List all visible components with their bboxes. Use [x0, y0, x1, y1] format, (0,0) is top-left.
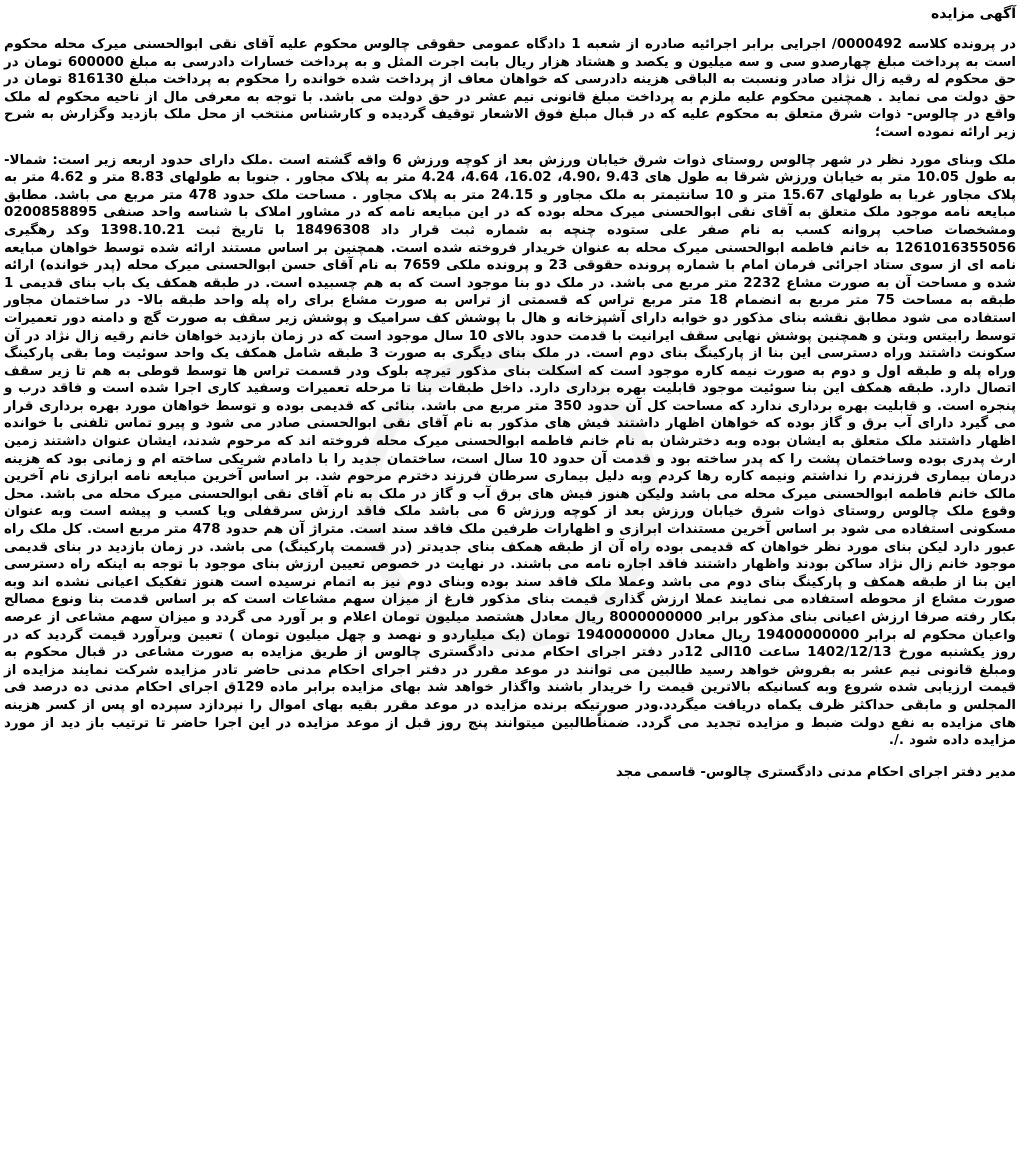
auction-notice	[4, 4, 1016, 782]
notice-title: آگهی مزایده	[930, 6, 1016, 22]
signature-line: مدیر دفتر اجرای احکام مدنی دادگستری چالوس- قاسمی مجد	[615, 764, 1016, 780]
property-description-paragraph: ملک وبنای مورد نظر در شهر چالوس روستای ذوات شرق خیابان ورزش بعد از کوچه ورزش 6 واقه گشته است .ملک دارای حدود اربعه زیر است: شمالا- به طول 10.05 متر به خیابان ورزش شرقا به طول های 9.43 ،4.90، 16.02، 4.64، 4.24 متر به پلاک مجاور . جنوبا به طولهای 8.83 متر و 4.62 متر به پلاک مجاور غربا به طولهای 15.67 متر و 10 سانتیمتر به ملک مجاور و 24.15 متر به پلاک مجاور . مساحت ملک حدود 478 متر مربع می باشد. مطابق مبایعه نامه موجود ملک متعلق به آقای نقی ابوالحسنی میرک محله بوده که در این مبایعه نامه که در مشاور املاک با شناسه واحد صنفی 0200858895 ومشخصات صاحب پروانه کسب به نام صفر علی ستوده چنچه به شماره ثبت قرار داد 18496308 با تاریخ ثبت 1398.10.21 وکد رهگیری 1261016355056 به خانم فاطمه ابوالحسنی میرک محله به عنوان خریدار فروخته شده است. همچنین بر اساس مستند ارائه شده توسط خواهان مبایعه نامه ای از سوی ستاد اجرائی فرمان امام با شماره پرونده حقوقی 23 و پرونده ملکی 7659 به نام آقای حسن ابوالحسنی میرک محله (پدر خوانده) ارائه شده و مساحت آن به صورت مشاع 2232 متر مربع می باشد. در ملک دو بنا موجود است که به هم چسبیده است. در طبقه همکف یک باب بنای قدیمی 1 طبقه به مساحت 75 متر مربع به انضمام 18 متر مربع تراس که قسمتی از تراس به صورت مشاع برای راه پله واحد طبقه بالا- در ساختمان مجاور استفاده می شود مطابق نقشه بنای مذکور دو خوابه دارای آشپزخانه و هال با پوشش کف سرامیک و پوشش زیر سقف به صورت گچ و دامنه دور تعمیرات توسط رابیتس وبتن و همچنین پوشش نهایی سقف ایرانیت با قدمت حدود بالای 10 سال موجود است که در زمان بازدید خواهان خانم رقیه زال نژاد در آن سکونت داشتند وراه دسترسی این بنا از پارکینگ بنای دوم است. در ملک بنای دیگری به صورت 3 طبقه شامل همکف یک واحد سوئیت وما بقی پارکینگ وراه پله و طبقه اول و دوم به صورت نیمه کاره موجود است که اسکلت بنای مذکور تیرچه بلوک ودر قسمت تراس ها توسط قوطی به هم تا زیر سقف اتصال دارد. طبقه همکف این بنا سوئیت موجود قابلیت بهره برداری دارد. داخل طبقات بنا تا مرحله تعمیرات وسفید کاری اجرا شده است و فاقد درب و پنجره است. و قابلیت بهره برداری ندارد که مساحت کل آن حدود 350 متر مربع می باشد. بنائی که قدیمی بوده و توسط خواهان مورد بهره برداری قرار می گیرد دارای آب برق و گاز بوده که خواهان اظهار داشتند فیش های مذکور به نام آقای نقی ابوالحسنی صادر می شود و پیرو تماس تلفنی با خوانده اظهار داشتند ملک متعلق به ایشان بوده وبه دخترشان به نام خانم فاطمه ابوالحسنی میرک محله فروخته اند که مرحوم شدند، ایشان عنوان داشتند زمین ارث پدری بوده وساختمان پشت را که پدر ساخته بود و قدمت آن حدود 10 سال است، ساختمان جدید را با دامادم شریکی ساخته ام و زمانی بود که هزینه درمان بیماری فرزندم را نداشتم ونیمه کاره رها کردم وبه دلیل بیماری سرطان فرزند دخترم مرحوم شد. بر اساس آخرین مبایعه نامه ابرازی نام آخرین مالک خانم فاطمه ابوالحسنی میرک محله می باشد ولیکن هنوز فیش های برق آب و گاز در ملک به نام آقای نقی ابوالحسنی میرک محله می باشد. محل وقوع ملک چالوس روستای ذوات شرق خیابان ورزش بعد از کوچه ورزش 6 می باشد ملک فاقد ارزش سرقفلی ویا کسب و پیشه است وبه عنوان مسکونی استفاده می شود بر اساس آخرین مستندات ابرازی و اظهارات طرفین ملک فاقد سند است. متراژ آن هم حدود 478 متر مربع است. کل ملک راه عبور دارد لیکن بنای مورد نظر خواهان که قدیمی بوده راه آن از طبقه همکف بنای جدیدتر (در قسمت پارکینگ) می باشد. در زمان بازدید در بنای قدیمی موجود خانم زال نژاد ساکن بودند واظهار داشتند فاقد اجاره نامه می باشند. در نهایت در خصوص تعیین ارزش بنای موجود با توجه به اینکه راه دسترسی این بنا از طبقه همکف و پارکینگ بنای دوم می باشد وعملا ملک فاقد سند بوده وبنای دوم نیز به اتمام نرسیده است هنوز تفکیک اعیانی نشده اند وبه صورت مشاع از محوطه استفاده می نمایند عملا ارزش گذاری قیمت بنای مذکور فارغ از میزان سهم مشاعات است که بر اساس قدمت بنا ونوع مصالح بکار رفته صرفا ارزش اعیانی بنای مذکور برابر 8000000000 ریال معادل هشتصد میلیون تومان اعلام و بر آورد می گردد و میزان سهم مشاعی از عرصه واعیان محکوم له برابر 19400000000 ریال معادل 1940000000 تومان (یک میلیاردو و نهصد و چهل میلیون تومان ) تعیین وبرآورد قیمت گردید که در روز یکشنبه مورخ 1402/12/13 ساعت 10الی 12در دفتر اجرای احکام مدنی دادگستری چالوس از طریق مزایده به صورت مشاعی در قبال محکوم به ومبلغ قانونی نیم عشر به بفروش خواهد رسید طالبین می توانند در موعد مقرر در دفتر اجرای احکام مدنی حاضر تادر مزایده شرکت نمایند مزایده از قیمت ارزیابی شده شروع وبه کسانیکه بالاترین قیمت را خریدار باشند واگذار خواهد شد بهای مزایده برابر ماده 129ق اجرای احکام مدنی ده درصد فی المجلس و مابقی حداکثر ظرف یکماه دریافت میگردد.ودر صورتیکه برنده مزایده در موعد مقرر بقیه بهای اموال را نپردازد سپرده او پس از کسر هزینه های مزایده به نفع دولت ضبط و مزایده تجدید می گردد. ضمناًطالبین میتوانند پنج روز قبل از موعد مزایده در این اجرا حاضر تا ترتیب باز دید از مورد مزایده داده شود ./.	[4, 152, 1017, 749]
case-paragraph: در پرونده کلاسه 0000492/ اجرایی برابر اجرائیه صادره از شعبه 1 دادگاه عمومی حقوقی چالوس محکوم علیه آقای نقی ابوالحسنی میرک محله محکوم است به پرداخت مبلغ چهارصدو سی و سه میلیون و یکصد و هشتاد هزار ریال بابت اجرت المثل و به پرداخت خسارات دادرسی به مبلغ 600000 تومان در حق محکوم له رقیه زال نژاد صادر ونسبت به الباقی هزینه دادرسی که خواهان معاف از پرداخت شده خوانده را محکوم به پرداخت مبلغ 816130 تومان در حق دولت می نماید . همچنین محکوم علیه ملزم به پرداخت مبلغ قانونی نیم عشر در حق دولت می باشد. با توجه به معرفی مال از ناحیه محکوم له ملک واقع در چالوس- ذوات شرق متعلق به محکوم علیه که در قبال مبلغ فوق الاشعار توقیف گردیده و کارشناس منتخب از محل ملک بازدید وگزارش به شرح زیر ارائه نموده است؛	[4, 37, 1017, 140]
